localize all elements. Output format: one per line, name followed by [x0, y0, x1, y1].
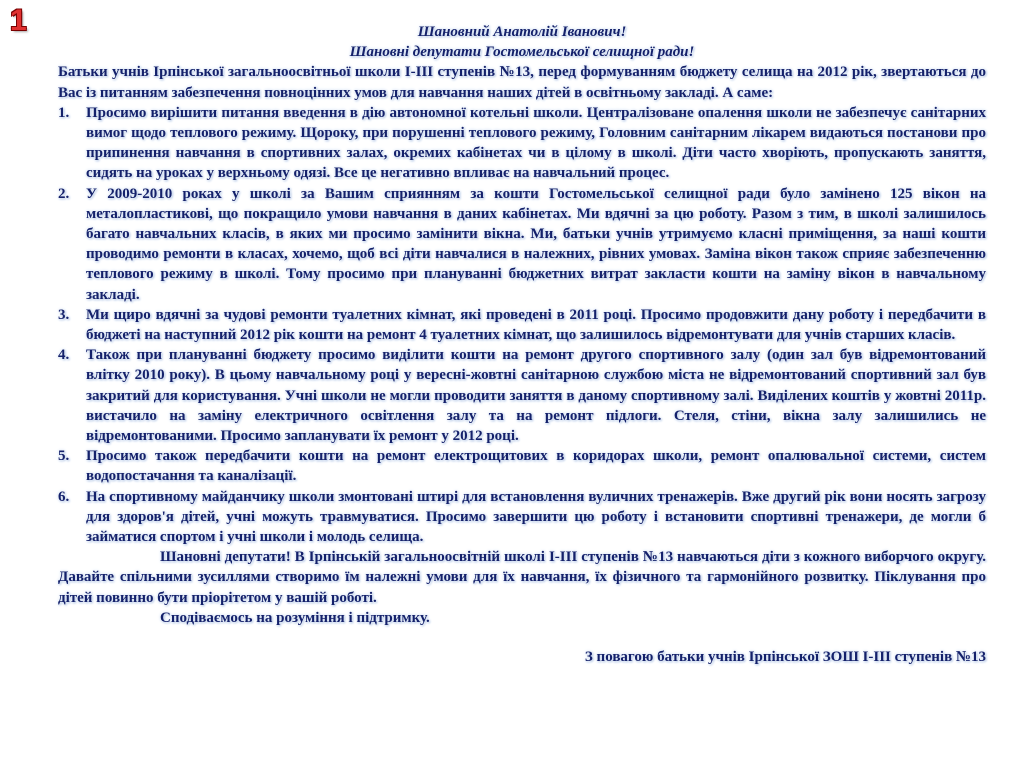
appeal-paragraph: Шановні депутати! В Ірпінській загальноосвітній школі І-ІІІ ступенів №13 навчаються діти з кожного виборчого округу. Давайте спільними зусиллями створимо їм належні умови для їх навчання, їх фізичного та гармонійного розвитку. Піклування про дітей повинно бути пріорітетом у вашій роботі. — [58, 549, 986, 606]
list-item-text: У 2009-2010 роках у школі за Вашим сприянням за кошти Гостомельської селищної ради було замінено 125 вікон на металопластикові, що покращило умови навчання в даних кабінетах. Ми вдячні за цю роботу. Разом з тим, в школі залишилось багато навчальних класів, в яких ми просимо замінити вікна. Ми, батьки учнів утримуємо класні приміщення, за наші кошти проводимо ремонти в класах, хочемо, щоб всі діти навчалися в належних, рівних умовах. Заміна вікон також сприяє забезпеченню теплового режиму в школі. Тому просимо при плануванні бюджетних витрат закласти кошти на заміну вікон в навчальному закладі. — [86, 185, 986, 303]
letter-body — [58, 22, 986, 682]
list-item — [58, 345, 986, 446]
list-item — [58, 305, 986, 345]
list-item-number: 6. — [58, 488, 70, 505]
greeting-addressee: Шановний Анатолій Іванович! — [417, 24, 627, 40]
intro-paragraph: Батьки учнів Ірпінської загальноосвітньої школи І-ІІІ ступенів №13, перед формуванням бюджету селища на 2012 рік, звертаються до Вас із питанням забезпечення повноцінних умов для навчання наших дітей в освітньому закладі. А саме: — [58, 64, 986, 101]
list-item-text: Також при плануванні бюджету просимо виділити кошти на ремонт другого спортивного залу (один зал був відремонтований влітку 2010 року). В цьому навчальному році у вересні-жовтні санітарною службою міста не відремонтований спортивний зал був закритий для користування. Учні школи не могли проводити заняття в даному спортивному залі. Виділених коштів у жовтні 2011р. вистачило на заміну електричного освітлення залу та на ремонт підлоги. Стеля, стіни, вікна залу залишились не відремонтованими. Просимо запланувати їх ремонт у 2012 році. — [86, 347, 986, 445]
list-item — [58, 184, 986, 305]
request-list — [58, 103, 986, 547]
list-item — [58, 103, 986, 184]
list-item-text: Просимо також передбачити кошти на ремонт електрощитових в коридорах школи, ремонт опалювальної системи, систем водопостачання та каналізації. — [86, 448, 986, 485]
list-item-number: 1. — [58, 104, 70, 121]
greeting-deputies: Шановні депутати Гостомельської селищної ради! — [349, 44, 695, 61]
signature: З повагою батьки учнів Ірпінської ЗОШ І-ІІІ ступенів №13 — [584, 649, 986, 666]
list-item — [58, 487, 986, 548]
list-item-number: 4. — [58, 347, 70, 364]
list-item-number: 5. — [58, 448, 70, 465]
list-item-text: На спортивному майданчику школи змонтовані штирі для встановлення вуличних тренажерів. Вже другий рік вони носять загрозу для здоров'я дітей, учні можуть травмуватися. Просимо завершити цю роботу і встановити спортивні тренажери, де могли б займатися спортом і учні школи і молодь селища. — [86, 488, 986, 546]
list-item-number: 3. — [58, 306, 70, 323]
closing-line: Сподіваємось на розуміння і підтримку. — [160, 609, 430, 626]
list-item-text: Просимо вирішити питання введення в дію автономної котельні школи. Централізоване опалення школи не забезпечує санітарних вимог щодо теплового режиму. Щороку, при порушенні теплового режиму, Головним санітарним лікарем видаються постанови про припинення навчання в спортивних залах, окремих кабінетах чи в цілому в школі. Діти часто хворіють, пропускають заняття, сидять на уроках у верхньому одязі. Все це негативно впливає на навчальний процес. — [86, 104, 986, 182]
slide-number: 1 — [10, 4, 27, 37]
list-item-number: 2. — [58, 185, 70, 202]
list-item — [58, 446, 986, 486]
list-item-text: Ми щиро вдячні за чудові ремонти туалетних кімнат, які проведені в 2011 році. Просимо продовжити дану роботу і передбачити в бюджеті на наступний 2012 рік кошти на ремонт 4 туалетних кімнат, що залишилось відремонтувати для учнів старших класів. — [86, 306, 986, 344]
